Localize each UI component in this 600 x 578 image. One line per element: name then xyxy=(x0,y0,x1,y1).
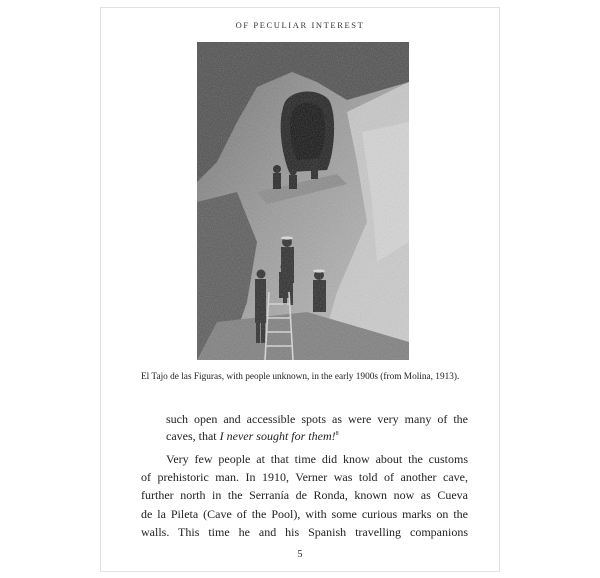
text-line: such open and accessible spots as were very many of the xyxy=(166,412,468,426)
text-line: Very few people at that time did know about the customs xyxy=(166,452,468,466)
text-line: walls. This time he and his Spanish travelling companions xyxy=(141,524,468,539)
figure-caption: El Tajo de las Figuras, with people unknown, in the early 1900s (from Molina, 1913). xyxy=(141,372,460,382)
page-number: 5 xyxy=(297,549,303,560)
text-line: de la Pileta (Cave of the Pool), with some curious marks on the xyxy=(141,506,468,521)
text-line: further north in the Serranía de Ronda, known now as Cueva xyxy=(141,488,468,503)
text-run: caves, that xyxy=(166,429,220,443)
paragraph xyxy=(141,450,468,541)
running-head: OF PECULIAR INTEREST xyxy=(235,20,365,30)
italic-quote: I never sought for them! xyxy=(219,429,336,443)
text-line xyxy=(166,428,468,445)
paragraph-continued xyxy=(166,411,468,445)
cave-photograph xyxy=(197,42,409,360)
footnote-marker: 8 xyxy=(335,431,339,437)
book-page xyxy=(100,7,500,572)
text-line: of prehistoric man. In 1910, Verner was told of another cave, xyxy=(141,470,468,485)
